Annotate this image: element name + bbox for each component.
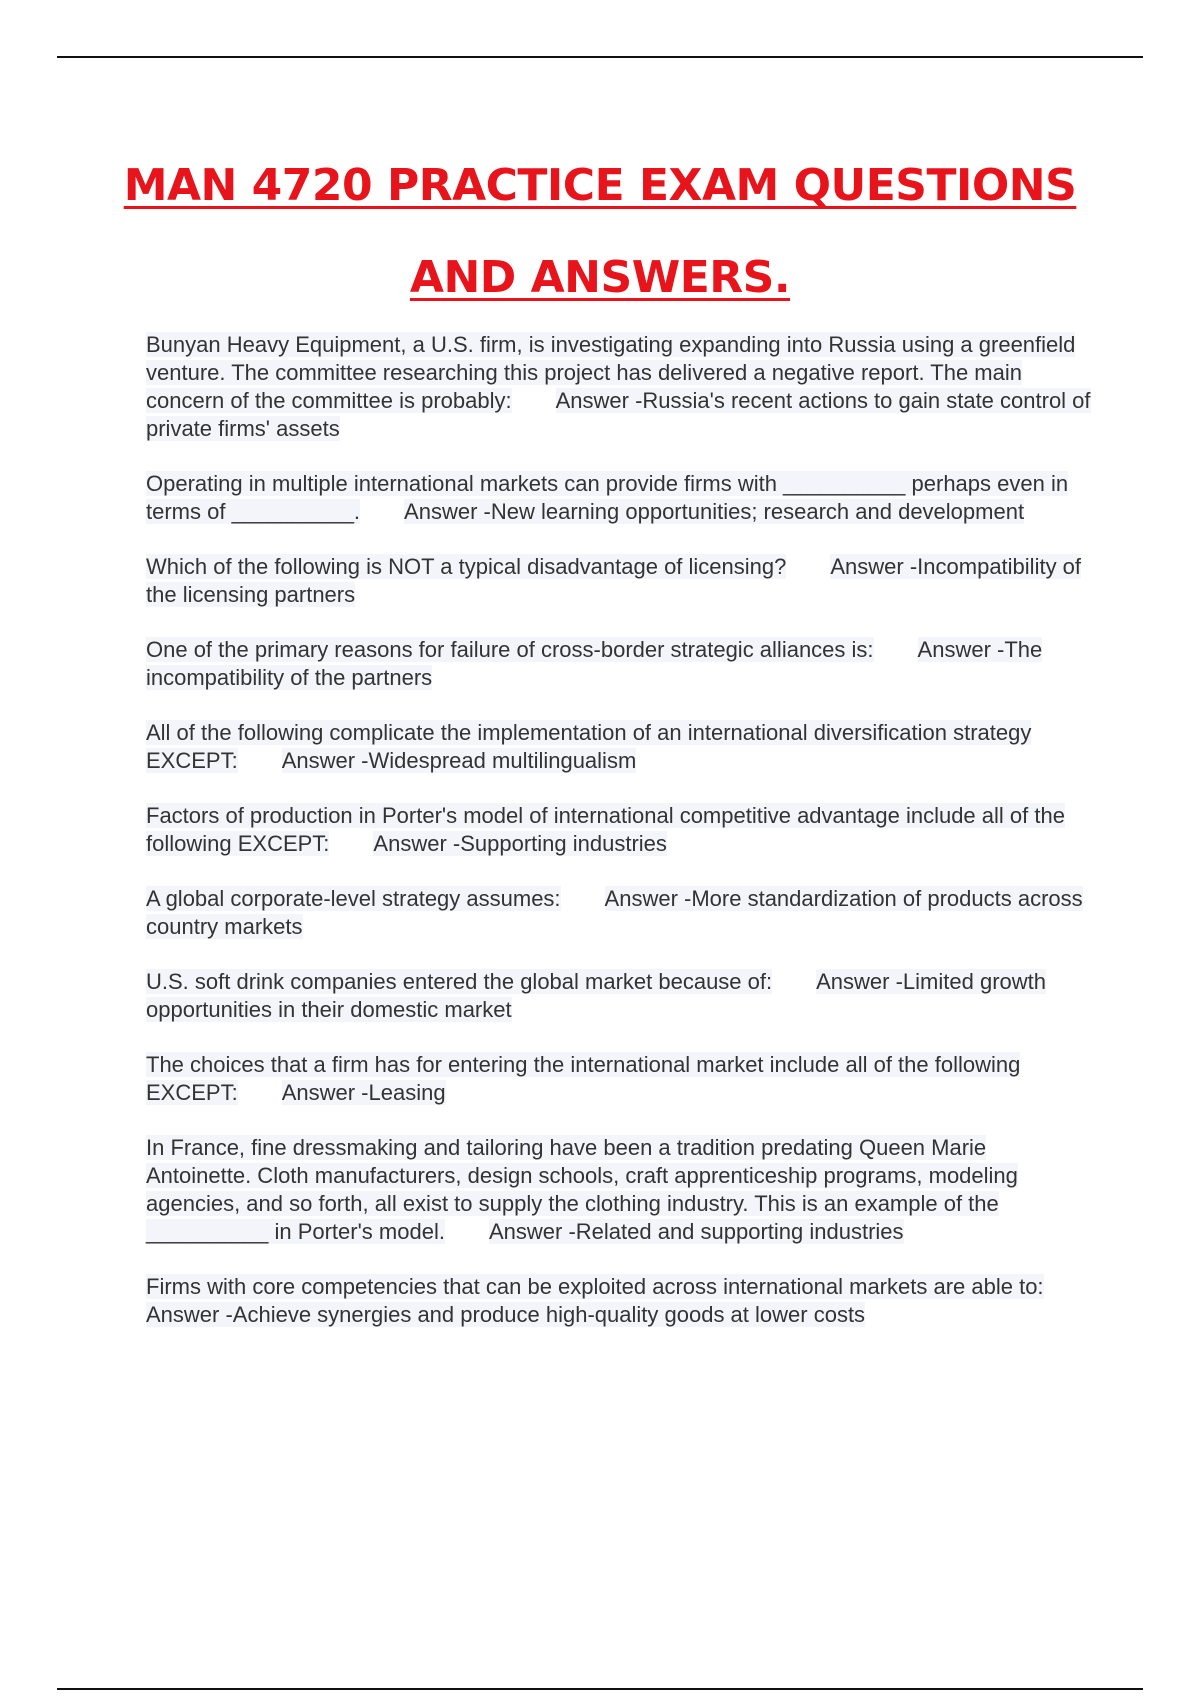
qa-item — [146, 636, 1096, 692]
qa-item — [146, 802, 1096, 858]
answer-text: Answer -Leasing — [281, 1080, 446, 1105]
question-text: Factors of production in Porter's model of international competitive advantage include all of the following EXCEPT: — [146, 803, 1065, 856]
answer-text: Answer -Incompatibility of the licensing partners — [146, 554, 1082, 607]
answer-text: Answer -New learning opportunities; research and development — [404, 499, 1025, 524]
question-text: Which of the following is NOT a typical disadvantage of licensing? — [146, 554, 787, 579]
qa-item — [146, 331, 1096, 443]
qa-item — [146, 968, 1096, 1024]
answer-text: Answer -Achieve synergies and produce high-quality goods at lower costs — [146, 1302, 866, 1327]
question-text: The choices that a firm has for entering the international market include all of the following EXCEPT: — [146, 1052, 1021, 1105]
answer-text: Answer -Supporting industries — [373, 831, 667, 856]
answer-text: Answer -Related and supporting industries — [488, 1219, 904, 1244]
question-text: In France, fine dressmaking and tailoring have been a tradition predating Queen Marie Antoinette. Cloth manufacturers, design schools, craft apprenticeship programs, modeling agencies, and so forth, all exist to supply the clothing industry. This is an example of the __________ in Porter's model. — [146, 1135, 1018, 1244]
answer-text: Answer -Limited growth opportunities in their domestic market — [146, 969, 1046, 1022]
qa-list — [146, 331, 1096, 1356]
question-text: A global corporate-level strategy assumes: — [146, 886, 561, 911]
question-text: U.S. soft drink companies entered the global market because of: — [146, 969, 773, 994]
bottom-rule — [57, 1688, 1143, 1690]
qa-item — [146, 1134, 1096, 1246]
question-text: Firms with core competencies that can be exploited across international markets are able to: — [146, 1274, 1044, 1299]
page-title — [60, 140, 1140, 324]
answer-text: Answer -Widespread multilingualism — [281, 748, 637, 773]
answer-text: Answer -Russia's recent actions to gain state control of private firms' assets — [146, 388, 1091, 441]
question-text: One of the primary reasons for failure of cross-border strategic alliances is: — [146, 637, 874, 662]
qa-item — [146, 553, 1096, 609]
top-rule — [57, 56, 1143, 58]
title-line-2: AND ANSWERS. — [409, 252, 791, 303]
question-text: Operating in multiple international markets can provide firms with __________ perhaps even in terms of __________. — [146, 471, 1069, 524]
qa-item — [146, 719, 1096, 775]
question-text: Bunyan Heavy Equipment, a U.S. firm, is investigating expanding into Russia using a greenfield venture. The committee researching this project has delivered a negative report. The main concern of the committee is probably: — [146, 332, 1076, 413]
answer-text: Answer -The incompatibility of the partners — [146, 637, 1043, 690]
qa-item — [146, 1051, 1096, 1107]
qa-item — [146, 470, 1096, 526]
title-line-1: MAN 4720 PRACTICE EXAM QUESTIONS — [123, 160, 1077, 211]
answer-text: Answer -More standardization of products across country markets — [146, 886, 1083, 939]
qa-item — [146, 885, 1096, 941]
qa-item — [146, 1273, 1096, 1329]
question-text: All of the following complicate the implementation of an international diversification strategy EXCEPT: — [146, 720, 1032, 773]
